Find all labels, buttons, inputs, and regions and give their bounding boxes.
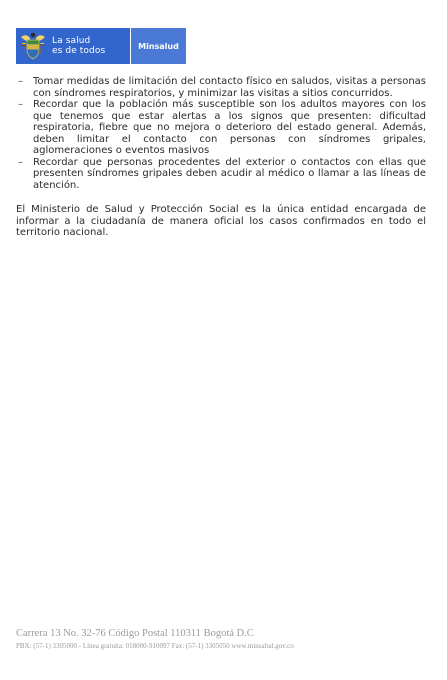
colombia-coat-of-arms-icon [20, 31, 46, 61]
logo-slogan-line2: es de todos [52, 46, 106, 56]
bullet-dash: – [18, 99, 23, 110]
list-item-text: Recordar que personas procedentes del exterior o contactos con ellas que presenten síndromes gripales deben acudir al médico o llamar a las líneas de atención. [33, 156, 426, 191]
document-body [16, 76, 426, 239]
list-item-text: Recordar que la población más susceptible son los adultos mayores con los que tenemos que estar alertas a los signos que presenten: dificultad respiratoria, fiebre que no mejora o deterioro del estado general. Además, deben limitar el contacto con personas con síndromes gripales, aglomeraciones o eventos masivos [33, 99, 426, 156]
recommendation-list [16, 76, 426, 191]
ministry-logo [16, 28, 186, 64]
logo-slogan [52, 36, 105, 56]
list-item [16, 76, 426, 99]
footer-contact: PBX: (57-1) 3305000 - Línea gratuita: 018000-910097 Fax: (57-1) 3305050 www.minsalud.gov.co [16, 642, 294, 650]
page-footer [16, 627, 436, 651]
list-item [16, 157, 426, 192]
list-item [16, 99, 426, 157]
list-item-text: Tomar medidas de limitación del contacto físico en saludos, visitas a personas con síndromes respiratorios, y minimizar las visitas a sitios concurridos. [33, 76, 426, 99]
bullet-dash: – [18, 156, 23, 168]
logo-slogan-block [16, 28, 130, 64]
logo-slogan-line1: La salud [52, 36, 91, 46]
logo-divider [130, 28, 131, 64]
footer-address: Carrera 13 No. 32-76 Código Postal 110311 Bogotá D.C [16, 628, 254, 639]
logo-brand: Minsalud [131, 28, 186, 64]
closing-paragraph: El Ministerio de Salud y Protección Social es la única entidad encargada de informar a la ciudadanía de manera oficial los casos confirmados en todo el territorio nacional. [16, 204, 426, 238]
bullet-dash: – [18, 76, 23, 87]
